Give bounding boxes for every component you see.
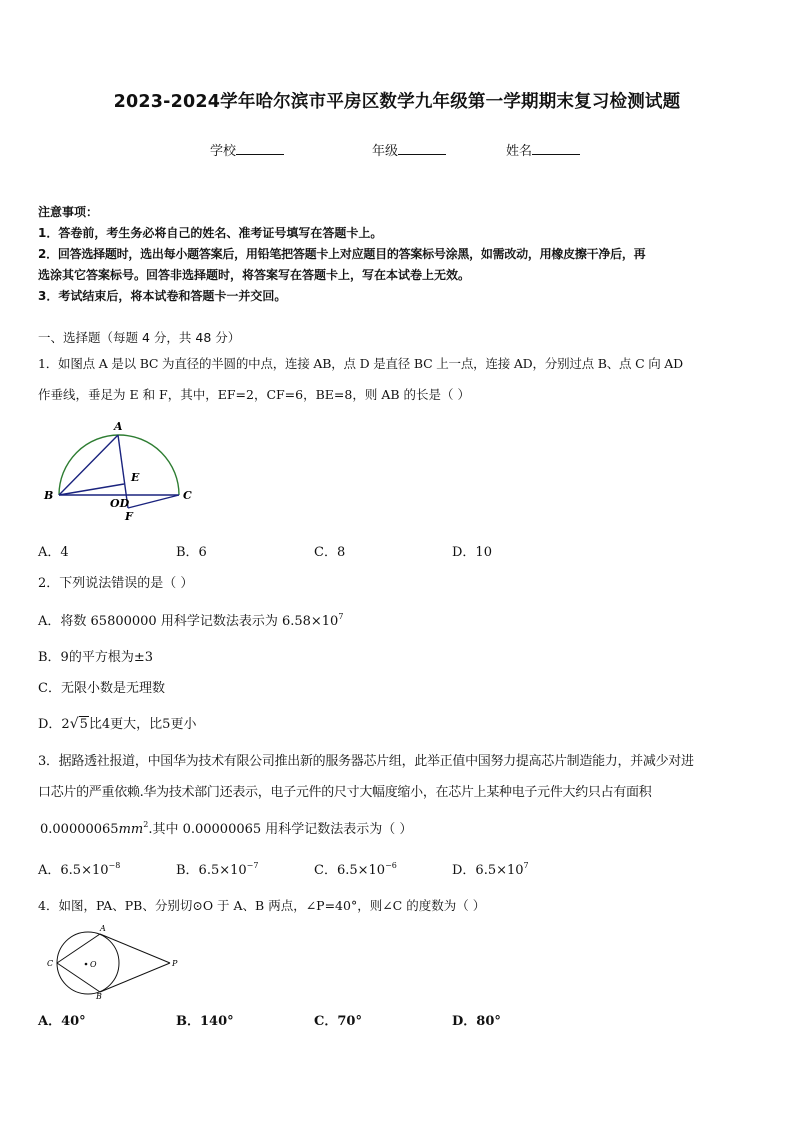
q2-option-a-exp: 7	[338, 612, 344, 621]
q4-text: 4．如图，PA、PB、分别切⊙O 于 A、B 两点，∠P=40°，则∠C 的度数为（ ）	[38, 898, 486, 913]
q3-option-d[interactable]	[452, 859, 529, 878]
page-title: 2023-2024学年哈尔滨市平房区数学九年级第一学期期末复习检测试题	[113, 92, 681, 112]
school-field	[210, 140, 284, 159]
q1-option-d[interactable]: D．10	[452, 545, 492, 560]
q4-label-p: P	[172, 959, 178, 968]
q4-option-a[interactable]: A．40°	[38, 1014, 86, 1029]
notes-line-2b: 选涂其它答案标号。回答非选择题时，将答案写在答题卡上，写在本试卷上无效。	[38, 268, 471, 282]
q1-label-c: C	[183, 489, 192, 502]
q3-option-c-exp: −6	[385, 861, 397, 870]
q1-semicircle-figure	[38, 418, 198, 526]
q3-text-c	[40, 818, 412, 837]
section-heading: 一、选择题（每题 4 分，共 48 分）	[38, 330, 241, 345]
notes-line-2a: 2．回答选择题时，选出每小题答案后，用铅笔把答题卡上对应题目的答案标号涂黑，如需改动，用橡皮擦干净后，再	[38, 247, 646, 261]
q3-option-a[interactable]	[38, 859, 120, 878]
q1-option-a[interactable]: A．4	[38, 545, 69, 560]
q1-text-b: 作垂线，垂足为 E 和 F，其中，EF=2，CF=6，BE=8，则 AB 的长是（ ）	[38, 387, 470, 402]
notes-header: 注意事项：	[38, 205, 99, 219]
q1-label-b: B	[44, 489, 54, 502]
grade-field	[372, 140, 446, 159]
q4-option-b[interactable]: B．140°	[176, 1014, 234, 1029]
notes-line-3: 3．考试结束后，将本试卷和答题卡一并交回。	[38, 289, 287, 303]
q4-tangent-pb	[100, 963, 170, 992]
q1-label-a: A	[114, 420, 123, 433]
q2-option-b[interactable]: B．9的平方根为±3	[38, 650, 153, 665]
q1-label-e: E	[131, 471, 140, 484]
q1-label-f: F	[125, 510, 133, 523]
grade-label: 年级	[372, 144, 399, 159]
q2-option-c[interactable]: C．无限小数是无理数	[38, 681, 165, 696]
q2-option-d-post: 比4更大，比5更小	[88, 717, 197, 732]
q1-label-od: OD	[110, 497, 130, 510]
q1-option-c[interactable]: C．8	[314, 545, 346, 560]
q4-option-d[interactable]: D．80°	[452, 1014, 501, 1029]
q3-option-c[interactable]	[314, 859, 397, 878]
q4-label-c: C	[47, 959, 54, 968]
name-label: 姓名	[506, 144, 533, 159]
school-label: 学校	[210, 144, 237, 159]
q1-line-cf	[128, 495, 179, 508]
q2-option-d[interactable]	[38, 713, 196, 732]
q4-label-a: A	[100, 924, 106, 933]
q4-chord-ca	[57, 934, 100, 963]
q3-option-a-text: A．6.5×10	[38, 863, 109, 878]
sqrt-icon: √	[69, 716, 79, 732]
q3-area-unit: mm	[118, 822, 144, 837]
q2-option-d-pre: D．2	[38, 717, 70, 732]
q3-text-b: 口芯片的严重依赖.华为技术部门还表示，电子元件的尺寸大幅度缩小，在芯片上某种电子元件大约只占有面积	[38, 785, 652, 800]
q2-option-d-radicand: 5	[79, 717, 88, 732]
q3-option-b-exp: −7	[246, 861, 259, 870]
q4-label-b: B	[96, 992, 102, 1001]
q4-label-o: O	[90, 960, 97, 969]
q3-text-a: 3．据路透社报道，中国华为技术有限公司推出新的服务器芯片组，此举正值中国努力提高芯片制造能力，并减少对进	[38, 754, 694, 769]
q3-option-d-text: D．6.5×10	[452, 863, 524, 878]
q2-option-a[interactable]	[38, 610, 343, 629]
q2-text: 2．下列说法错误的是（ ）	[38, 576, 194, 591]
q3-option-a-exp: −8	[108, 861, 121, 870]
q3-option-b[interactable]	[176, 859, 258, 878]
q4-circle-figure	[38, 922, 188, 1002]
q1-text-a: 1．如图点 A 是以 BC 为直径的半圆的中点，连接 AB，点 D 是直径 BC 上一点，连接 AD，分别过点 B、点 C 向 AD	[38, 356, 683, 371]
name-field	[506, 140, 580, 159]
q3-option-d-exp: 7	[523, 861, 529, 870]
q3-area-exp: 2	[143, 820, 149, 829]
q4-circle	[57, 932, 119, 994]
name-blank	[532, 142, 580, 155]
school-blank	[236, 142, 284, 155]
q3-option-c-text: C．6.5×10	[314, 863, 386, 878]
q3-text-c-rest: .其中 0.00000065 用科学记数法表示为（ ）	[148, 822, 413, 837]
grade-blank	[398, 142, 446, 155]
q4-option-c[interactable]: C．70°	[314, 1014, 362, 1029]
q1-option-b[interactable]: B．6	[176, 545, 207, 560]
q3-area-number: 0.00000065	[40, 822, 119, 837]
q3-option-b-text: B．6.5×10	[176, 863, 247, 878]
q2-option-a-text: A．将数 65800000 用科学记数法表示为 6.58×10	[38, 614, 339, 629]
q4-tangent-pa	[100, 934, 170, 963]
notes-line-1: 1．答卷前，考生务必将自己的姓名、准考证号填写在答题卡上。	[38, 226, 383, 240]
q4-center-dot	[85, 963, 88, 966]
